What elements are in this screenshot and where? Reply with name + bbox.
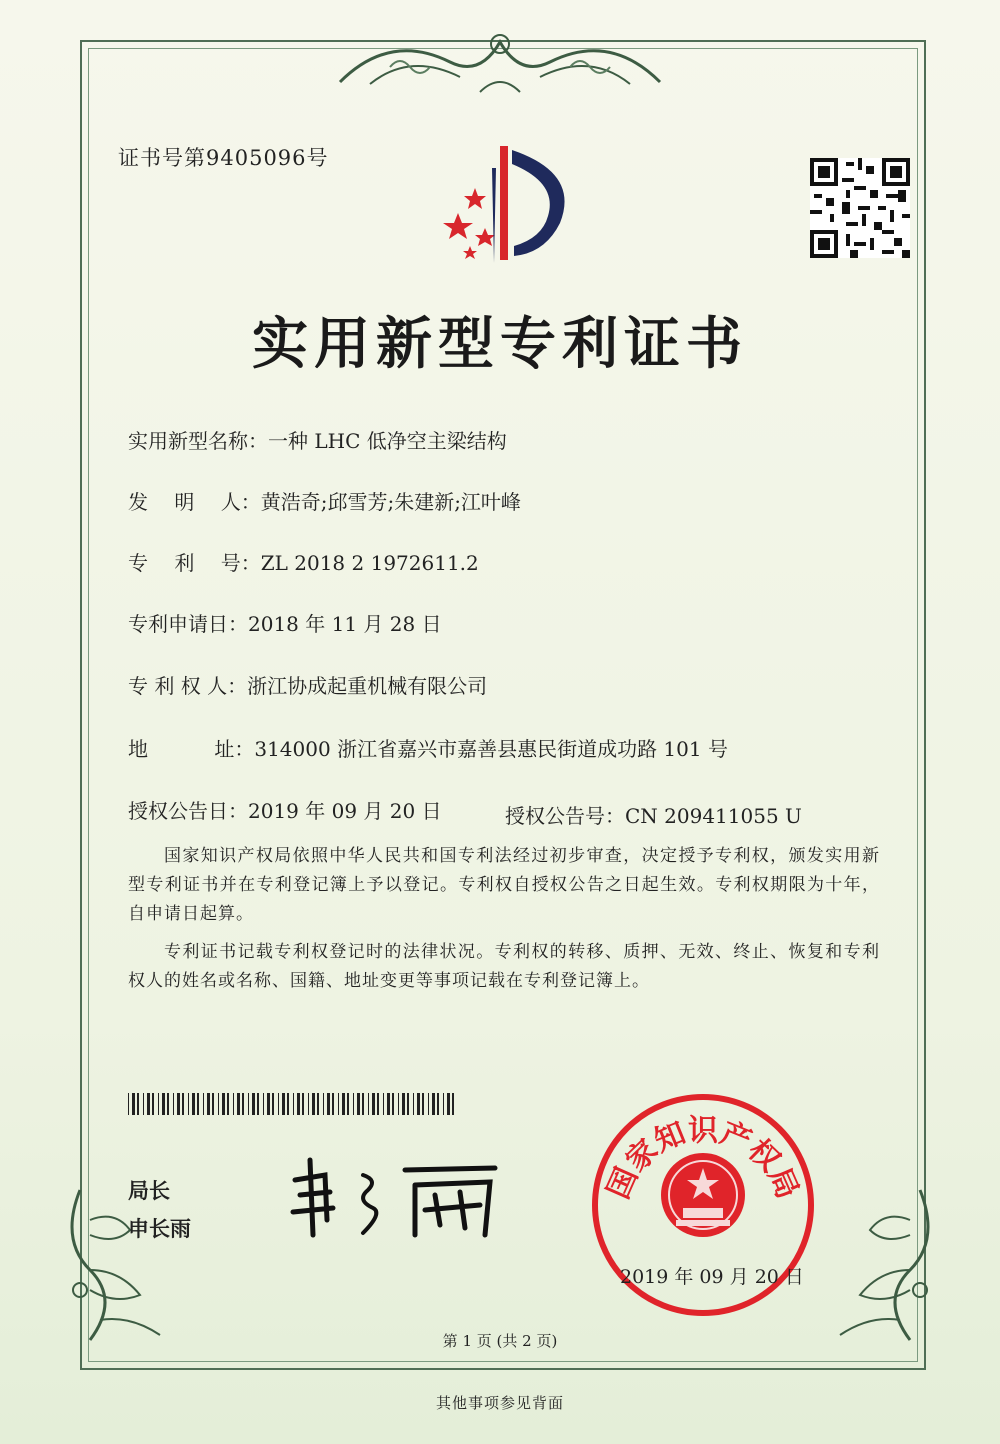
application-date-row (128, 608, 442, 637)
application-date-label: 专利申请日： (128, 612, 248, 636)
inventor-row (128, 486, 521, 515)
top-ornament (330, 22, 670, 102)
legal-status-paragraph: 专利证书记载专利权登记时的法律状况。专利权的转移、质押、无效、终止、恢复和专利权人的姓名或名称、国籍、地址变更等事项记载在专利登记簿上。 (128, 942, 880, 991)
inventor-label: 发 明 人： (128, 490, 261, 514)
utility-model-name-row (128, 425, 507, 454)
inventor-value: 黄浩奇;邱雪芳;朱建新;江叶峰 (260, 490, 521, 514)
grant-date-row (128, 795, 442, 824)
seal-text: 国家知识产权局 (600, 1113, 806, 1205)
page-number: 第 1 页 (共 2 页) (442, 1332, 558, 1350)
patent-number-value: ZL 2018 2 1972611.2 (260, 551, 479, 575)
seal-date: 2019 年 09 月 20 日 (620, 1266, 804, 1288)
grant-date-label: 授权公告日： (128, 799, 248, 823)
grant-number-value: CN 209411055 U (625, 804, 802, 828)
address-label: 地 址： (128, 737, 255, 761)
bottom-right-ornament (820, 1180, 950, 1350)
address-row (128, 733, 728, 762)
patentee-label: 专 利 权 人： (128, 674, 248, 698)
grant-number-label: 授权公告号： (505, 804, 625, 828)
address-value: 314000 浙江省嘉兴市嘉善县惠民街道成功路 101 号 (254, 737, 728, 761)
qr-code (810, 158, 910, 258)
patent-number-row (128, 547, 479, 576)
signatory-role: 局长 (128, 1179, 170, 1203)
application-date-value: 2018 年 11 月 28 日 (248, 612, 442, 636)
patent-number-label: 专 利 号： (128, 551, 261, 575)
utility-model-name-label: 实用新型名称： (128, 429, 268, 453)
patentee-value: 浙江协成起重机械有限公司 (247, 674, 488, 698)
barcode (128, 1093, 458, 1115)
signatory-name: 申长雨 (128, 1217, 191, 1241)
grant-statement-paragraph: 国家知识产权局依照中华人民共和国专利法经过初步审查，决定授予专利权，颁发实用新型专利证书并在专利登记簿上予以登记。专利权自授权公告之日起生效。专利权期限为十年，自申请日起算。 (128, 846, 880, 924)
footer-note: 其他事项参见背面 (435, 1394, 564, 1412)
grant-date-value: 2019 年 09 月 20 日 (248, 799, 442, 823)
patent-office-emblem-icon (430, 138, 590, 268)
certificate-title: 实用新型专利证书 (252, 311, 748, 377)
grant-number-row (505, 800, 802, 829)
handwritten-signature (285, 1150, 505, 1240)
certificate-number: 证书号第9405096号 (118, 146, 329, 170)
bottom-left-ornament (50, 1180, 180, 1350)
utility-model-name-value: 一种 LHC 低净空主梁结构 (268, 429, 507, 453)
patentee-row (128, 670, 487, 699)
